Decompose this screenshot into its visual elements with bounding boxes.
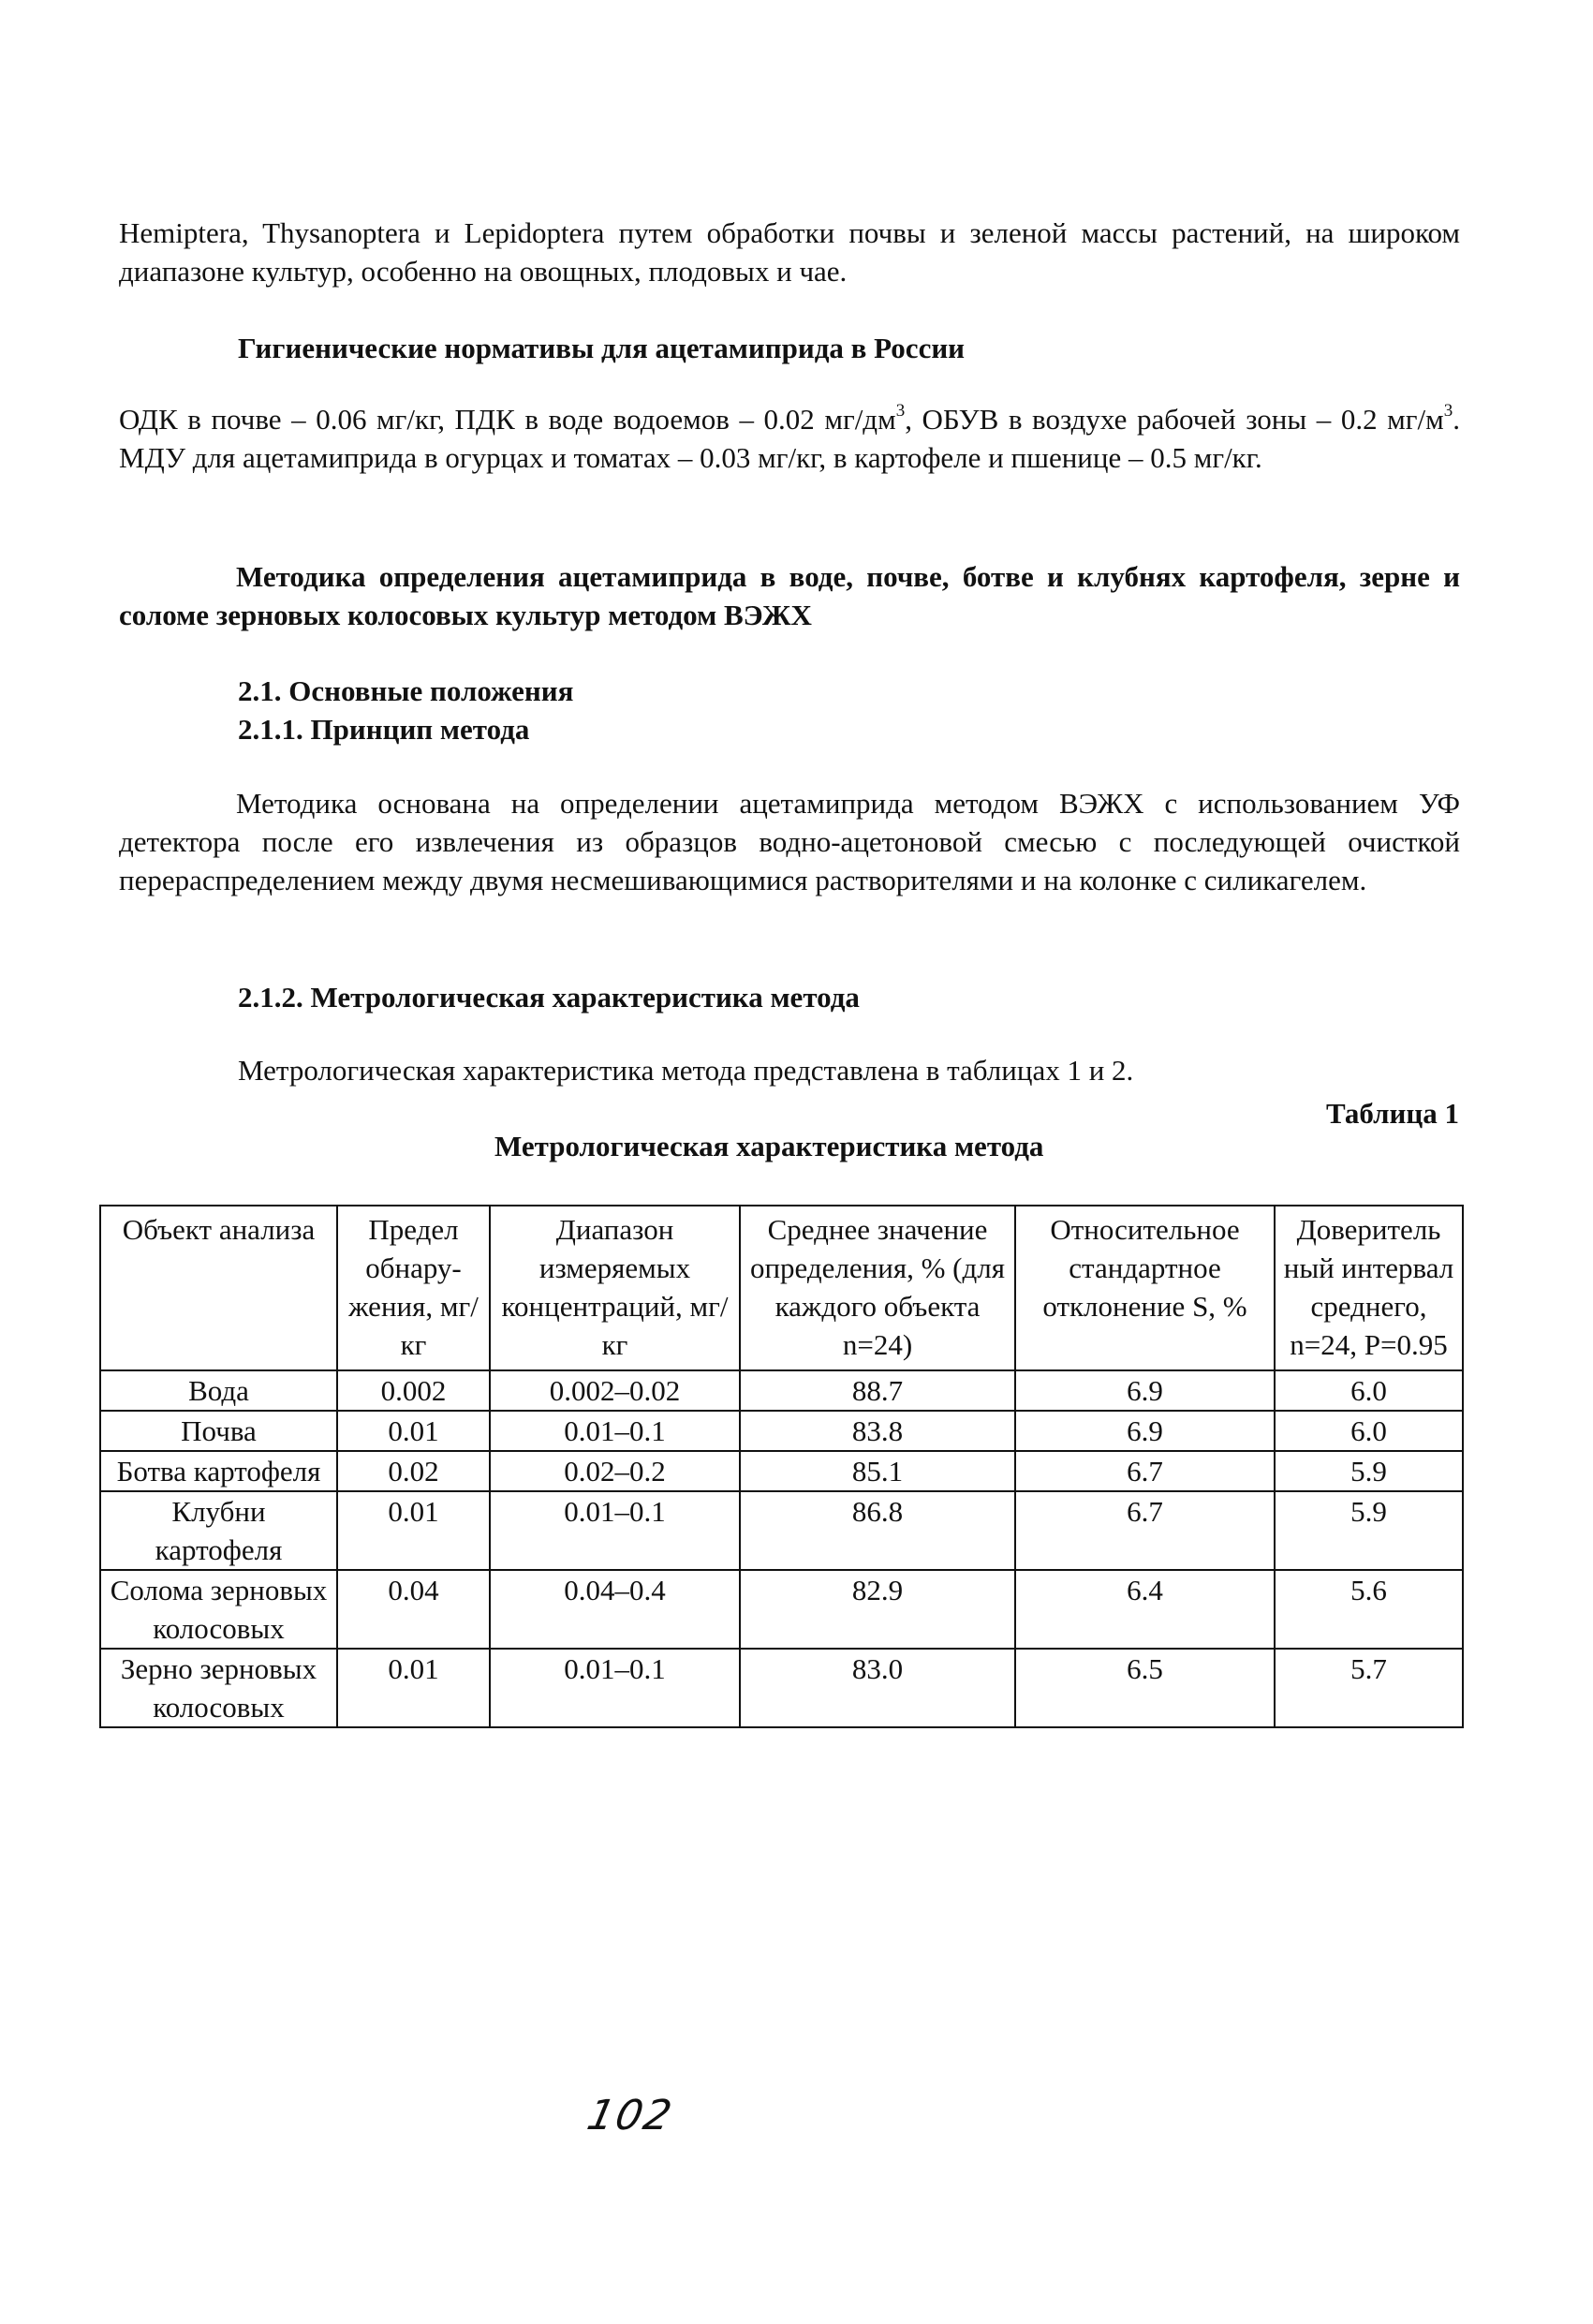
table-row <box>100 1411 1463 1451</box>
cell-object: Солома зерновых колосовых <box>100 1570 337 1649</box>
cell-limit: 0.02 <box>337 1451 490 1491</box>
cell-rsd: 6.5 <box>1015 1649 1275 1727</box>
section-2-1-2-heading: 2.1.2. Метрологическая характеристика метода <box>238 981 860 1014</box>
cell-limit: 0.002 <box>337 1370 490 1411</box>
header-detection-limit: Предел обнару-жения, мг/кг <box>337 1206 490 1370</box>
cell-limit: 0.01 <box>337 1411 490 1451</box>
cell-range: 0.02–0.2 <box>490 1451 740 1491</box>
table-header-row <box>100 1206 1463 1370</box>
table-row <box>100 1649 1463 1727</box>
table-row <box>100 1491 1463 1570</box>
table-row <box>100 1451 1463 1491</box>
cell-rsd: 6.9 <box>1015 1411 1275 1451</box>
cell-range: 0.04–0.4 <box>490 1570 740 1649</box>
cell-range: 0.01–0.1 <box>490 1411 740 1451</box>
metrology-paragraph: Метрологическая характеристика метода представлена в таблицах 1 и 2. <box>238 1054 1134 1087</box>
cell-rsd: 6.9 <box>1015 1370 1275 1411</box>
section-2-1-1-heading: 2.1.1. Принцип метода <box>238 713 530 746</box>
cell-object: Вода <box>100 1370 337 1411</box>
cell-mean: 83.8 <box>740 1411 1015 1451</box>
cell-limit: 0.01 <box>337 1491 490 1570</box>
cell-range: 0.002–0.02 <box>490 1370 740 1411</box>
cell-confidence: 5.7 <box>1275 1649 1463 1727</box>
principle-paragraph: Методика основана на определении ацетамиприда методом ВЭЖХ с использованием УФ детектора после его извлечения из образцов водно-ацетоновой смесью с последующей очисткой перераспределением между двумя несмешивающимися растворителями и на колонке с силикагелем. <box>119 787 1460 896</box>
table-title: Метрологическая характеристика метода <box>494 1130 1044 1162</box>
cell-confidence: 6.0 <box>1275 1411 1463 1451</box>
cell-confidence: 5.9 <box>1275 1491 1463 1570</box>
metrology-table <box>99 1205 1464 1728</box>
cell-confidence: 5.9 <box>1275 1451 1463 1491</box>
hygiene-heading: Гигиенические нормативы для ацетамиприда в России <box>238 332 966 364</box>
cell-rsd: 6.7 <box>1015 1491 1275 1570</box>
cell-confidence: 6.0 <box>1275 1370 1463 1411</box>
intro-paragraph: Hemiptera, Thysanoptera и Lepidoptera путем обработки почвы и зеленой массы растений, на широком диапазоне культур, особенно на овощных, плодовых и чае. <box>119 216 1460 288</box>
cell-range: 0.01–0.1 <box>490 1491 740 1570</box>
cell-object: Клубни картофеля <box>100 1491 337 1570</box>
cell-rsd: 6.7 <box>1015 1451 1275 1491</box>
header-range: Диапазон измеряемых концентраций, мг/кг <box>490 1206 740 1370</box>
cell-mean: 85.1 <box>740 1451 1015 1491</box>
method-title: Методика определения ацетамиприда в воде, почве, ботве и клубнях картофеля, зерне и соломе зерновых колосовых культур методом ВЭЖХ <box>119 560 1460 631</box>
table-row <box>100 1570 1463 1649</box>
cell-mean: 82.9 <box>740 1570 1015 1649</box>
cell-range: 0.01–0.1 <box>490 1649 740 1727</box>
cell-mean: 86.8 <box>740 1491 1015 1570</box>
header-object: Объект анализа <box>100 1206 337 1370</box>
table-label: Таблица 1 <box>1326 1097 1459 1130</box>
header-rsd: Относительное стандартное отклонение S, % <box>1015 1206 1275 1370</box>
hygiene-paragraph: ОДК в почве – 0.06 мг/кг, ПДК в воде водоемов – 0.02 $мг/дм^3$, ОБУВ в воздухе рабочей зоны – 0.2 $мг/м^3$. МДУ для ацетамиприда в огурцах и томатах – 0.03 мг/кг, в картофеле и пшенице – 0.5 мг/кг. <box>119 400 1460 474</box>
cell-mean: 88.7 <box>740 1370 1015 1411</box>
cell-limit: 0.04 <box>337 1570 490 1649</box>
cell-object: Зерно зерновых колосовых <box>100 1649 337 1727</box>
header-confidence: Доверитель ный интервал среднего, n=24, P=0.95 <box>1275 1206 1463 1370</box>
section-2-1-heading: 2.1. Основные положения <box>238 674 574 707</box>
cell-confidence: 5.6 <box>1275 1570 1463 1649</box>
cell-limit: 0.01 <box>337 1649 490 1727</box>
cell-object: Ботва картофеля <box>100 1451 337 1491</box>
cell-rsd: 6.4 <box>1015 1570 1275 1649</box>
page-number: 102 <box>583 2092 678 2139</box>
header-mean: Среднее значение определения, % (для каждого объекта n=24) <box>740 1206 1015 1370</box>
table-row <box>100 1370 1463 1411</box>
cell-mean: 83.0 <box>740 1649 1015 1727</box>
cell-object: Почва <box>100 1411 337 1451</box>
